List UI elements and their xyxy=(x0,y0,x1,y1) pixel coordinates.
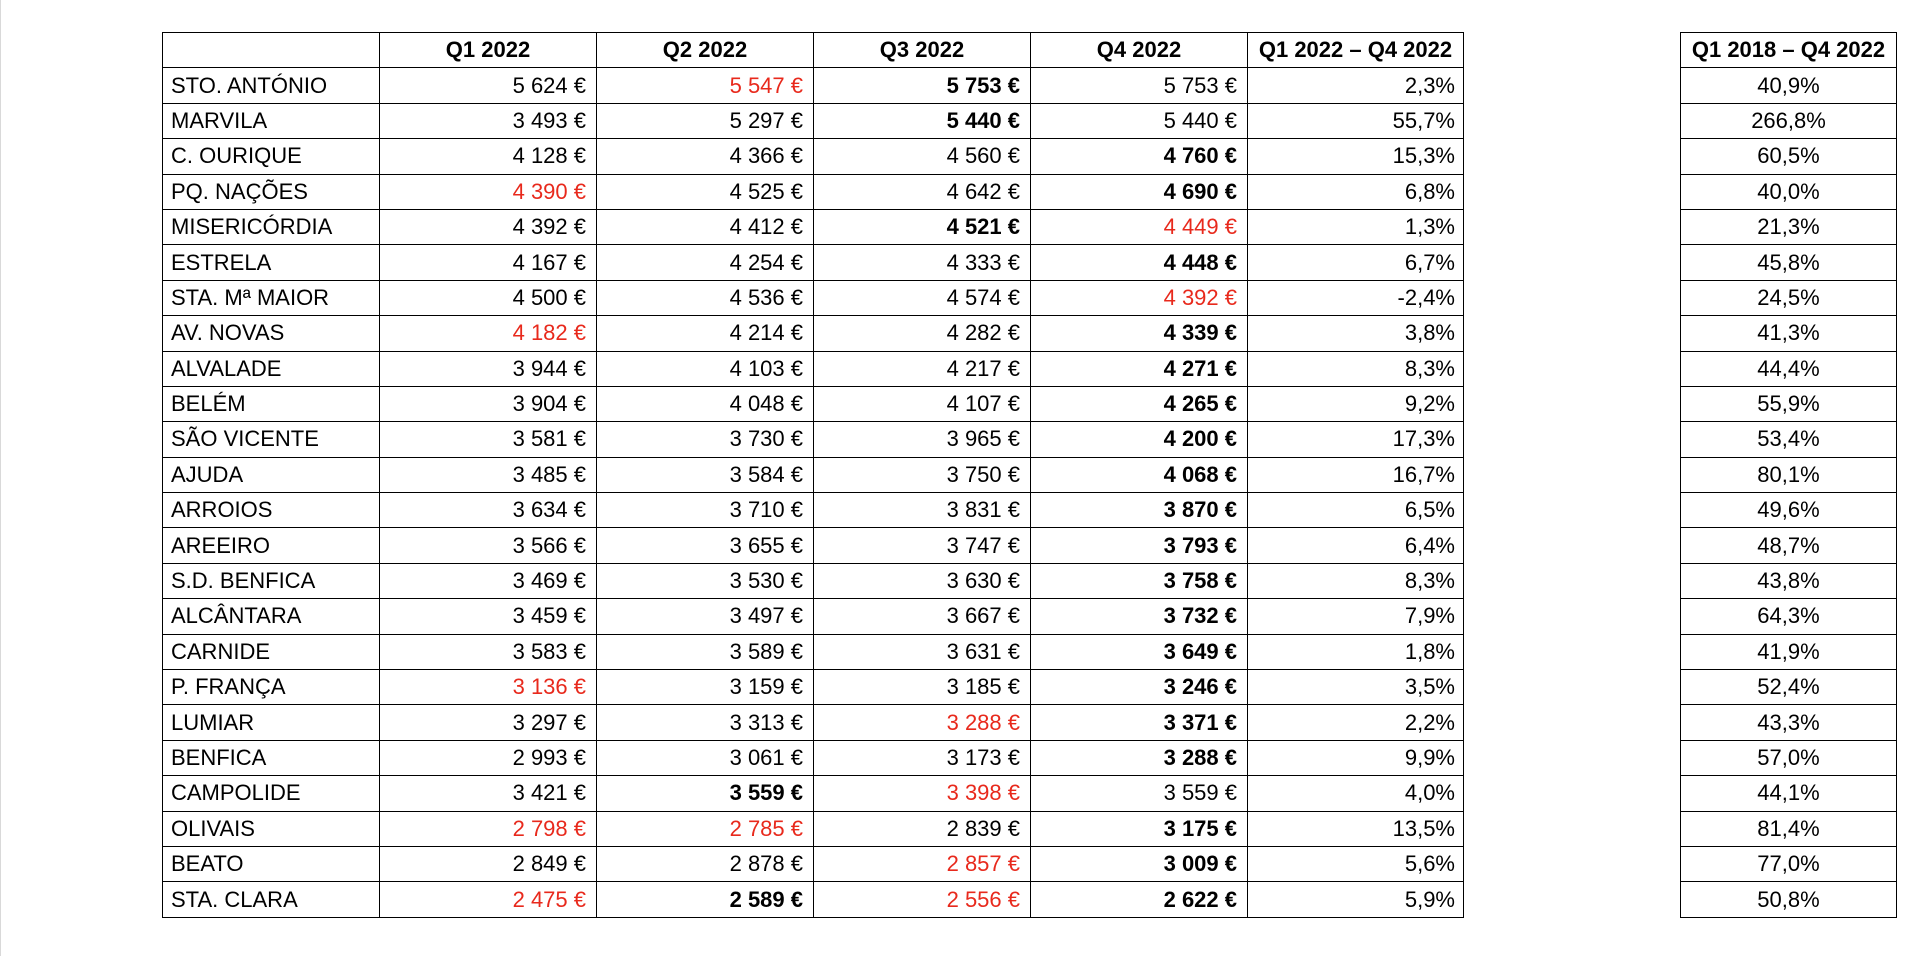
side-table-row xyxy=(1681,493,1897,528)
price-cell-q3[interactable]: 3 831 € xyxy=(814,493,1031,528)
price-cell-q2[interactable]: 5 297 € xyxy=(597,103,814,138)
header-q1-2022[interactable]: Q1 2022 xyxy=(380,33,597,68)
price-cell-q1[interactable]: 3 136 € xyxy=(380,670,597,705)
table-row xyxy=(163,280,1464,315)
variation-2018-2022-cell[interactable]: 266,8% xyxy=(1681,103,1897,138)
variation-2018-2022-table xyxy=(1680,32,1897,918)
price-cell-q4[interactable]: 4 265 € xyxy=(1031,386,1248,421)
table-row xyxy=(163,174,1464,209)
price-cell-q4[interactable]: 3 175 € xyxy=(1031,811,1248,846)
variation-2018-2022-cell[interactable]: 49,6% xyxy=(1681,493,1897,528)
variation-2018-2022-cell[interactable]: 52,4% xyxy=(1681,670,1897,705)
side-table-row xyxy=(1681,563,1897,598)
price-cell-q4[interactable]: 5 753 € xyxy=(1031,68,1248,103)
price-cell-q1[interactable]: 2 849 € xyxy=(380,846,597,881)
variation-2022-cell[interactable]: 6,8% xyxy=(1248,174,1464,209)
price-cell-q1[interactable]: 3 944 € xyxy=(380,351,597,386)
side-table-row xyxy=(1681,139,1897,174)
variation-2022-cell[interactable]: 5,9% xyxy=(1248,882,1464,917)
price-cell-q3[interactable]: 2 556 € xyxy=(814,882,1031,917)
header-q4-2022[interactable]: Q4 2022 xyxy=(1031,33,1248,68)
price-cell-q4[interactable]: 4 448 € xyxy=(1031,245,1248,280)
table-row xyxy=(163,386,1464,421)
table-row xyxy=(163,528,1464,563)
price-cell-q4[interactable]: 4 271 € xyxy=(1031,351,1248,386)
price-cell-q4[interactable]: 4 760 € xyxy=(1031,139,1248,174)
variation-2018-2022-cell[interactable]: 53,4% xyxy=(1681,422,1897,457)
price-cell-q1[interactable]: 3 581 € xyxy=(380,422,597,457)
variation-2018-2022-cell[interactable]: 24,5% xyxy=(1681,280,1897,315)
price-cell-q3[interactable]: 3 631 € xyxy=(814,634,1031,669)
price-cell-q4[interactable]: 3 793 € xyxy=(1031,528,1248,563)
side-table-row xyxy=(1681,68,1897,103)
table-row xyxy=(163,563,1464,598)
price-cell-q4[interactable]: 3 371 € xyxy=(1031,705,1248,740)
price-cell-q2[interactable]: 4 366 € xyxy=(597,139,814,174)
parish-name-cell[interactable]: LUMIAR xyxy=(163,705,380,740)
price-cell-q3[interactable]: 2 839 € xyxy=(814,811,1031,846)
side-table-row xyxy=(1681,776,1897,811)
variation-2022-cell[interactable]: 3,8% xyxy=(1248,316,1464,351)
price-cell-q1[interactable]: 4 390 € xyxy=(380,174,597,209)
price-cell-q1[interactable]: 3 421 € xyxy=(380,776,597,811)
price-cell-q1[interactable]: 3 469 € xyxy=(380,563,597,598)
variation-2022-cell[interactable]: 1,3% xyxy=(1248,209,1464,244)
side-table-row xyxy=(1681,599,1897,634)
side-header-row xyxy=(1681,33,1897,68)
table-row xyxy=(163,103,1464,138)
price-cell-q2[interactable]: 2 589 € xyxy=(597,882,814,917)
price-cell-q2[interactable]: 2 785 € xyxy=(597,811,814,846)
table-row xyxy=(163,422,1464,457)
table-row xyxy=(163,846,1464,881)
price-cell-q3[interactable]: 4 574 € xyxy=(814,280,1031,315)
price-cell-q4[interactable]: 3 758 € xyxy=(1031,563,1248,598)
variation-2022-cell[interactable]: 7,9% xyxy=(1248,599,1464,634)
header-variation-2022[interactable]: Q1 2022 – Q4 2022 xyxy=(1248,33,1464,68)
price-cell-q2[interactable]: 3 530 € xyxy=(597,563,814,598)
side-table-row xyxy=(1681,811,1897,846)
parish-name-cell[interactable]: AJUDA xyxy=(163,457,380,492)
price-cell-q1[interactable]: 4 392 € xyxy=(380,209,597,244)
parish-name-cell[interactable]: SÃO VICENTE xyxy=(163,422,380,457)
table-row xyxy=(163,811,1464,846)
price-cell-q1[interactable]: 2 798 € xyxy=(380,811,597,846)
price-cell-q4[interactable]: 2 622 € xyxy=(1031,882,1248,917)
variation-2018-2022-cell[interactable]: 40,0% xyxy=(1681,174,1897,209)
parish-name-cell[interactable]: ESTRELA xyxy=(163,245,380,280)
variation-2018-2022-cell[interactable]: 41,9% xyxy=(1681,634,1897,669)
price-cell-q3[interactable]: 3 750 € xyxy=(814,457,1031,492)
price-cell-q1[interactable]: 3 485 € xyxy=(380,457,597,492)
parish-name-cell[interactable]: STO. ANTÓNIO xyxy=(163,68,380,103)
side-table-row xyxy=(1681,882,1897,917)
variation-2022-cell[interactable]: 6,4% xyxy=(1248,528,1464,563)
side-table-row xyxy=(1681,245,1897,280)
price-cell-q4[interactable]: 4 690 € xyxy=(1031,174,1248,209)
price-cell-q2[interactable]: 4 412 € xyxy=(597,209,814,244)
variation-2018-2022-cell[interactable]: 44,1% xyxy=(1681,776,1897,811)
variation-2022-cell[interactable]: 6,5% xyxy=(1248,493,1464,528)
table-row xyxy=(163,599,1464,634)
table-row xyxy=(163,209,1464,244)
price-cell-q3[interactable]: 4 107 € xyxy=(814,386,1031,421)
parish-name-cell[interactable]: ARROIOS xyxy=(163,493,380,528)
parish-name-cell[interactable]: AV. NOVAS xyxy=(163,316,380,351)
variation-2022-cell[interactable]: 6,7% xyxy=(1248,245,1464,280)
price-cell-q2[interactable]: 3 589 € xyxy=(597,634,814,669)
header-row xyxy=(163,33,1464,68)
variation-2022-cell[interactable]: 8,3% xyxy=(1248,563,1464,598)
table-row xyxy=(163,139,1464,174)
side-table-row xyxy=(1681,209,1897,244)
price-cell-q2[interactable]: 3 497 € xyxy=(597,599,814,634)
parish-name-cell[interactable]: MARVILA xyxy=(163,103,380,138)
price-cell-q1[interactable]: 3 459 € xyxy=(380,599,597,634)
parish-name-cell[interactable]: CAMPOLIDE xyxy=(163,776,380,811)
variation-2022-cell[interactable]: 15,3% xyxy=(1248,139,1464,174)
variation-2018-2022-cell[interactable]: 81,4% xyxy=(1681,811,1897,846)
price-cell-q4[interactable]: 3 288 € xyxy=(1031,740,1248,775)
parish-name-cell[interactable]: PQ. NAÇÕES xyxy=(163,174,380,209)
table-row xyxy=(163,776,1464,811)
price-cell-q1[interactable]: 4 500 € xyxy=(380,280,597,315)
price-cell-q3[interactable]: 5 753 € xyxy=(814,68,1031,103)
price-cell-q3[interactable]: 3 630 € xyxy=(814,563,1031,598)
price-cell-q1[interactable]: 3 904 € xyxy=(380,386,597,421)
table-body xyxy=(163,68,1464,917)
variation-2018-2022-cell[interactable]: 77,0% xyxy=(1681,846,1897,881)
price-cell-q4[interactable]: 3 009 € xyxy=(1031,846,1248,881)
variation-2022-cell[interactable]: 1,8% xyxy=(1248,634,1464,669)
table-row xyxy=(163,740,1464,775)
price-cell-q3[interactable]: 4 521 € xyxy=(814,209,1031,244)
side-table-row xyxy=(1681,846,1897,881)
variation-2022-cell[interactable]: 17,3% xyxy=(1248,422,1464,457)
price-cell-q1[interactable]: 5 624 € xyxy=(380,68,597,103)
price-cell-q4[interactable]: 3 246 € xyxy=(1031,670,1248,705)
variation-2018-2022-cell[interactable]: 55,9% xyxy=(1681,386,1897,421)
price-cell-q3[interactable]: 3 398 € xyxy=(814,776,1031,811)
parish-name-cell[interactable]: ALVALADE xyxy=(163,351,380,386)
variation-2018-2022-cell[interactable]: 44,4% xyxy=(1681,351,1897,386)
variation-2022-cell[interactable]: 9,2% xyxy=(1248,386,1464,421)
parish-name-cell[interactable]: C. OURIQUE xyxy=(163,139,380,174)
parish-name-cell[interactable]: S.D. BENFICA xyxy=(163,563,380,598)
table-row xyxy=(163,705,1464,740)
price-cell-q4[interactable]: 4 339 € xyxy=(1031,316,1248,351)
parish-name-cell[interactable]: P. FRANÇA xyxy=(163,670,380,705)
variation-2022-cell[interactable]: 3,5% xyxy=(1248,670,1464,705)
parish-name-cell[interactable]: BENFICA xyxy=(163,740,380,775)
price-cell-q2[interactable]: 3 584 € xyxy=(597,457,814,492)
side-table-row xyxy=(1681,280,1897,315)
price-cell-q4[interactable]: 5 440 € xyxy=(1031,103,1248,138)
price-cell-q1[interactable]: 4 167 € xyxy=(380,245,597,280)
price-cell-q2[interactable]: 5 547 € xyxy=(597,68,814,103)
price-cell-q2[interactable]: 2 878 € xyxy=(597,846,814,881)
price-cell-q3[interactable]: 4 282 € xyxy=(814,316,1031,351)
side-table-row xyxy=(1681,316,1897,351)
variation-2022-cell[interactable]: 4,0% xyxy=(1248,776,1464,811)
parish-name-cell[interactable]: BELÉM xyxy=(163,386,380,421)
price-cell-q2[interactable]: 4 525 € xyxy=(597,174,814,209)
parish-name-cell[interactable]: AREEIRO xyxy=(163,528,380,563)
table-row xyxy=(163,245,1464,280)
price-cell-q3[interactable]: 4 560 € xyxy=(814,139,1031,174)
variation-2022-cell[interactable]: -2,4% xyxy=(1248,280,1464,315)
price-cell-q4[interactable]: 4 392 € xyxy=(1031,280,1248,315)
parish-name-cell[interactable]: MISERICÓRDIA xyxy=(163,209,380,244)
header-parish[interactable] xyxy=(163,33,380,68)
variation-2018-2022-cell[interactable]: 50,8% xyxy=(1681,882,1897,917)
price-cell-q2[interactable]: 4 103 € xyxy=(597,351,814,386)
side-table-row xyxy=(1681,103,1897,138)
price-cell-q3[interactable]: 3 288 € xyxy=(814,705,1031,740)
price-cell-q2[interactable]: 4 536 € xyxy=(597,280,814,315)
price-cell-q1[interactable]: 3 634 € xyxy=(380,493,597,528)
variation-2018-2022-cell[interactable]: 48,7% xyxy=(1681,528,1897,563)
price-cell-q3[interactable]: 5 440 € xyxy=(814,103,1031,138)
side-table-row xyxy=(1681,705,1897,740)
variation-2018-2022-cell[interactable]: 40,9% xyxy=(1681,68,1897,103)
price-cell-q3[interactable]: 2 857 € xyxy=(814,846,1031,881)
price-table-2022 xyxy=(162,32,1464,918)
price-cell-q2[interactable]: 3 730 € xyxy=(597,422,814,457)
parish-name-cell[interactable]: STA. Mª MAIOR xyxy=(163,280,380,315)
parish-name-cell[interactable]: STA. CLARA xyxy=(163,882,380,917)
side-table-row xyxy=(1681,422,1897,457)
variation-2018-2022-cell[interactable]: 43,8% xyxy=(1681,563,1897,598)
header-variation-2018-2022[interactable]: Q1 2018 – Q4 2022 xyxy=(1681,33,1897,68)
price-cell-q2[interactable]: 3 061 € xyxy=(597,740,814,775)
price-cell-q2[interactable]: 3 159 € xyxy=(597,670,814,705)
price-cell-q2[interactable]: 3 313 € xyxy=(597,705,814,740)
price-cell-q3[interactable]: 3 185 € xyxy=(814,670,1031,705)
variation-2018-2022-cell[interactable]: 80,1% xyxy=(1681,457,1897,492)
price-cell-q1[interactable]: 4 128 € xyxy=(380,139,597,174)
price-cell-q2[interactable]: 4 048 € xyxy=(597,386,814,421)
variation-2018-2022-cell[interactable]: 57,0% xyxy=(1681,740,1897,775)
parish-name-cell[interactable]: ALCÂNTARA xyxy=(163,599,380,634)
price-cell-q1[interactable]: 3 566 € xyxy=(380,528,597,563)
side-table-row xyxy=(1681,634,1897,669)
price-cell-q1[interactable]: 3 493 € xyxy=(380,103,597,138)
price-cell-q4[interactable]: 4 449 € xyxy=(1031,209,1248,244)
variation-2022-cell[interactable]: 9,9% xyxy=(1248,740,1464,775)
table-row xyxy=(163,316,1464,351)
table-row xyxy=(163,634,1464,669)
price-cell-q1[interactable]: 2 993 € xyxy=(380,740,597,775)
price-cell-q2[interactable]: 3 559 € xyxy=(597,776,814,811)
variation-2022-cell[interactable]: 2,3% xyxy=(1248,68,1464,103)
price-cell-q1[interactable]: 3 583 € xyxy=(380,634,597,669)
side-table-row xyxy=(1681,174,1897,209)
variation-2018-2022-cell[interactable]: 41,3% xyxy=(1681,316,1897,351)
price-cell-q3[interactable]: 3 667 € xyxy=(814,599,1031,634)
parish-name-cell[interactable]: BEATO xyxy=(163,846,380,881)
side-table-row xyxy=(1681,386,1897,421)
variation-2022-cell[interactable]: 2,2% xyxy=(1248,705,1464,740)
variation-2018-2022-cell[interactable]: 45,8% xyxy=(1681,245,1897,280)
parish-name-cell[interactable]: CARNIDE xyxy=(163,634,380,669)
table-row xyxy=(163,68,1464,103)
variation-2022-cell[interactable]: 5,6% xyxy=(1248,846,1464,881)
table-row xyxy=(163,882,1464,917)
price-cell-q2[interactable]: 4 214 € xyxy=(597,316,814,351)
header-q3-2022[interactable]: Q3 2022 xyxy=(814,33,1031,68)
variation-2022-cell[interactable]: 55,7% xyxy=(1248,103,1464,138)
price-cell-q4[interactable]: 3 870 € xyxy=(1031,493,1248,528)
price-cell-q2[interactable]: 4 254 € xyxy=(597,245,814,280)
variation-2022-cell[interactable]: 16,7% xyxy=(1248,457,1464,492)
side-table-row xyxy=(1681,457,1897,492)
variation-2022-cell[interactable]: 8,3% xyxy=(1248,351,1464,386)
table-row xyxy=(163,493,1464,528)
price-cell-q1[interactable]: 3 297 € xyxy=(380,705,597,740)
parish-name-cell[interactable]: OLIVAIS xyxy=(163,811,380,846)
price-cell-q2[interactable]: 3 710 € xyxy=(597,493,814,528)
table-row xyxy=(163,351,1464,386)
variation-2022-cell[interactable]: 13,5% xyxy=(1248,811,1464,846)
price-cell-q4[interactable]: 3 649 € xyxy=(1031,634,1248,669)
price-cell-q3[interactable]: 4 642 € xyxy=(814,174,1031,209)
price-cell-q3[interactable]: 3 173 € xyxy=(814,740,1031,775)
side-table-row xyxy=(1681,740,1897,775)
price-cell-q1[interactable]: 2 475 € xyxy=(380,882,597,917)
price-cell-q4[interactable]: 4 068 € xyxy=(1031,457,1248,492)
header-q2-2022[interactable]: Q2 2022 xyxy=(597,33,814,68)
side-table-row xyxy=(1681,528,1897,563)
table-row xyxy=(163,670,1464,705)
table-row xyxy=(163,457,1464,492)
price-cell-q3[interactable]: 3 747 € xyxy=(814,528,1031,563)
price-cell-q4[interactable]: 4 200 € xyxy=(1031,422,1248,457)
variation-2018-2022-cell[interactable]: 60,5% xyxy=(1681,139,1897,174)
variation-2018-2022-cell[interactable]: 43,3% xyxy=(1681,705,1897,740)
window-left-edge xyxy=(0,0,1,956)
price-cell-q3[interactable]: 3 965 € xyxy=(814,422,1031,457)
variation-2018-2022-cell[interactable]: 21,3% xyxy=(1681,209,1897,244)
price-cell-q4[interactable]: 3 732 € xyxy=(1031,599,1248,634)
side-table-body xyxy=(1681,68,1897,917)
side-table-row xyxy=(1681,351,1897,386)
price-cell-q3[interactable]: 4 217 € xyxy=(814,351,1031,386)
price-cell-q1[interactable]: 4 182 € xyxy=(380,316,597,351)
price-cell-q2[interactable]: 3 655 € xyxy=(597,528,814,563)
side-table-row xyxy=(1681,670,1897,705)
price-cell-q3[interactable]: 4 333 € xyxy=(814,245,1031,280)
price-cell-q4[interactable]: 3 559 € xyxy=(1031,776,1248,811)
variation-2018-2022-cell[interactable]: 64,3% xyxy=(1681,599,1897,634)
